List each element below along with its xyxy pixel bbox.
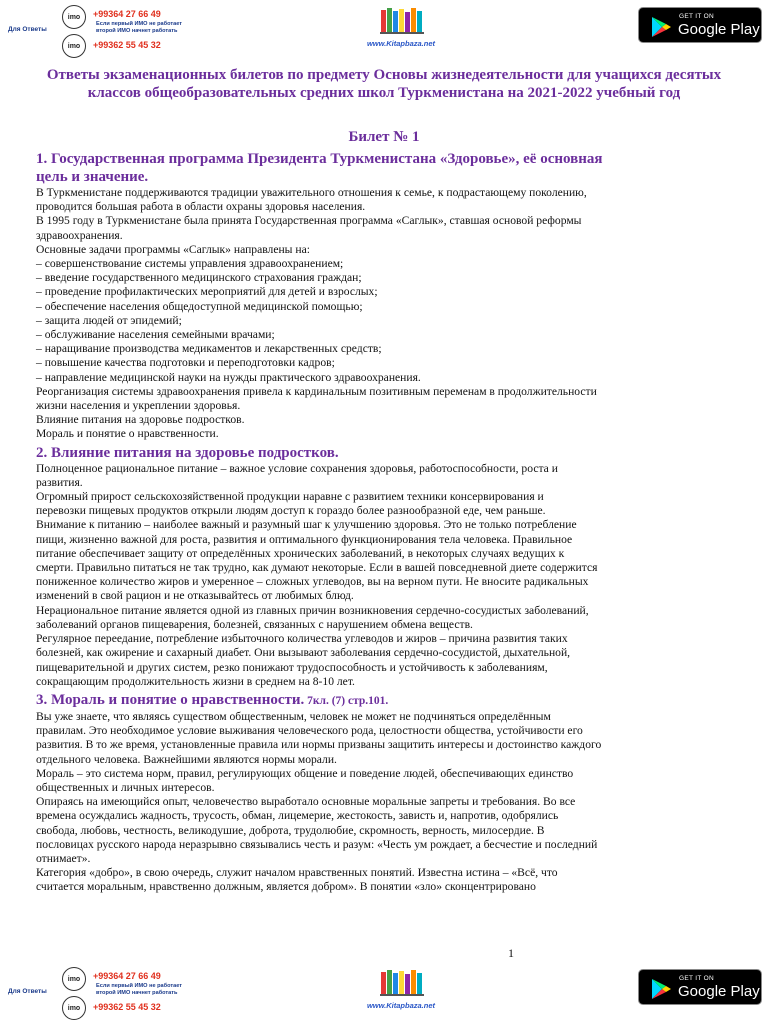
list-item: – защита людей от эпидемий;	[36, 313, 182, 327]
list-item: – обеспечение населения общедоступной медицинской помощью;	[36, 299, 363, 313]
text-line: развития. В то же время, установленные правила или нормы призваны защитить интересы и достоинство каждого	[36, 738, 602, 752]
imo-note-2: второй ИМО начнет работать	[96, 28, 178, 34]
text-line: Регулярное переедание, потребление избыточного количества углеводов и жиров – причина развития таких	[36, 632, 568, 646]
list-item: – совершенствование системы управления здравоохранением;	[36, 257, 344, 271]
list-item: – проведение профилактических мероприятий для детей и взрослых;	[36, 285, 378, 299]
textbook-reference: 7кл. (7) стр.101.	[304, 694, 389, 707]
google-play-big-text: Google Play	[678, 21, 760, 38]
imo-icon: imo	[62, 996, 86, 1020]
google-play-big-text: Google Play	[678, 983, 760, 1000]
text-line: развития.	[36, 475, 83, 489]
text-line: Полноценное рациональное питание – важное условие сохранения здоровья, работоспособности, роста и	[36, 461, 558, 475]
text-line: Вы уже знаете, что являясь существом общественным, человек не может не подчиняться определённым	[36, 709, 551, 723]
text-line: отдельного человека. Важнейшими являются нормы морали.	[36, 752, 337, 766]
text-line: болезней, как ожирение и сахарный диабет. Они вызывают заболевания сердечно-сосудистой, дыхательной,	[36, 646, 571, 660]
section-1-heading-line-1: 1. Государственная программа Президента Туркменистана «Здоровье», её основная	[36, 151, 603, 167]
text-line: пословицах русского народа неразрывно связывались честь и разум: «Честь ум рождает, а бесчестие и последний	[36, 837, 598, 851]
text-line: Огромный прирост сельскохозяйственной продукции наравне с развитием техники консервирования и	[36, 490, 544, 504]
phone-number-2[interactable]: +99362 55 45 32	[93, 40, 161, 50]
section-1-heading	[36, 150, 738, 186]
text-line: проводится большая работа в области охраны здоровья населения.	[36, 200, 366, 214]
text-line: пищи, жизненно важной для роста, развития и оптимального функционирования тела человека. Правильное	[36, 532, 573, 546]
text-line: Мораль и понятие о нравственности.	[36, 427, 219, 441]
section-2-text	[36, 462, 738, 689]
text-line: Влияние питания на здоровье подростков.	[36, 413, 245, 427]
phone-number-1[interactable]: +99364 27 66 49	[93, 9, 161, 19]
text-line: В Туркменистане поддерживаются традиции уважительного отношения к семье, к подрастающему поколению,	[36, 186, 587, 199]
imo-icon: imo	[62, 5, 86, 29]
text-line: сокращающим продолжительность жизни в среднем на 8-10 лет.	[36, 674, 355, 688]
text-line: правилам. Это необходимое условие выживания человеческого рода, целостности общества, устойчивости его	[36, 724, 583, 738]
imo-note-1: Если первый ИМО не работает	[96, 21, 183, 27]
books-logo-icon	[380, 968, 424, 996]
list-item: – обслуживание населения семейными врачами;	[36, 328, 275, 342]
text-line: пищеварительной и других систем, резко понижают трудоспособность и устойчивость к заболеваниям,	[36, 660, 548, 674]
document-body	[36, 148, 738, 895]
section-1-text	[36, 186, 738, 442]
text-line: свобода, любовь, честность, великодушие, доброта, трудолюбие, скромность, верность, милосердие. В	[36, 823, 545, 837]
text-line: питание обеспечивает защиту от определённых хронических заболеваний, в некоторых случаях ведущих к	[36, 546, 565, 560]
text-line: Опираясь на имеющийся опыт, человечество выработало основные моральные запреты и требования. Во все	[36, 795, 576, 809]
text-line: изменений в свой рацион и не отказывайтесь от любимых блюд.	[36, 589, 354, 603]
imo-icon: imo	[62, 34, 86, 58]
text-line: Внимание к питанию – наиболее важный и разумный шаг к улучшению здоровья. Это не только потребление	[36, 518, 577, 532]
site-link[interactable]: www.Kitapbaza.net	[366, 39, 436, 48]
section-3-heading	[36, 691, 738, 710]
text-line: перевозки пищевых продуктов открыли людям доступ к гораздо более разнообразной еде, чем раньше.	[36, 504, 546, 518]
page-number: 1	[508, 946, 514, 960]
section-3-heading-text: 3. Мораль и понятие о нравственности.	[36, 691, 305, 708]
text-line: здравоохранения.	[36, 228, 123, 242]
google-play-small-text: GET IT ON	[679, 13, 714, 20]
text-line: В 1995 году в Туркменистане была принята Государственная программа «Саглык», ставшая основой реформы	[36, 214, 582, 228]
text-line: смерти. Правильно питаться не так трудно, как думают некоторые. Если в вашей повседневной диете содержится	[36, 561, 598, 575]
text-line: Основные задачи программы «Саглык» направлены на:	[36, 242, 310, 256]
text-line: заболеваний органов пищеварения, болезней, связанных с нарушением обмена веществ.	[36, 617, 473, 631]
google-play-small-text: GET IT ON	[679, 975, 714, 982]
text-line: Категория «добро», в свою очередь, служит началом нравственных понятий. Известна истина – «Всё, что	[36, 866, 558, 880]
text-line: времена осуждались жадность, трусость, обман, лицемерие, жестокость, зависть и, напротив, одобрялись	[36, 809, 559, 823]
for-answers-label: Для Ответы	[8, 988, 47, 995]
section-1-heading-line-2: цель и значение.	[36, 169, 149, 185]
ticket-number: Билет № 1	[348, 129, 420, 145]
header-band	[0, 0, 768, 60]
phone-number-2[interactable]: +99362 55 45 32	[93, 1002, 161, 1012]
list-item: – направление медицинской науки на нужды практического здравоохранения.	[36, 370, 421, 384]
google-play-button[interactable]	[638, 969, 762, 1005]
imo-icon: imo	[62, 967, 86, 991]
phone-number-1[interactable]: +99364 27 66 49	[93, 971, 161, 981]
imo-note-2: второй ИМО начнет работать	[96, 990, 178, 996]
list-item: – повышение качества подготовки и переподготовки кадров;	[36, 356, 335, 370]
books-logo-icon	[380, 6, 424, 34]
text-line: пониженное количество жиров и умеренное – сложных углеводов, вы на верном пути. Не вносите радикальных	[36, 575, 589, 589]
text-line: считается моральным, нравственно должным, является добром». В понятии «зло» сконцентрировано	[36, 880, 536, 894]
text-line: отнимает».	[36, 851, 91, 865]
site-link[interactable]: www.Kitapbaza.net	[366, 1001, 436, 1010]
text-line: Реорганизация системы здравоохранения привела к кардинальным позитивным переменам в продолжительности	[36, 384, 597, 398]
imo-note-1: Если первый ИМО не работает	[96, 983, 183, 989]
section-2-heading: 2. Влияние питания на здоровье подростков.	[36, 444, 339, 461]
list-item: – введение государственного медицинского страхования граждан;	[36, 271, 362, 285]
footer-band	[0, 962, 768, 1022]
google-play-button[interactable]	[638, 7, 762, 43]
text-line: Мораль – это система норм, правил, регулирующих общение и поведение людей, обеспечивающих единство	[36, 766, 574, 780]
text-line: Нерациональное питание является одной из главных причин возникновения сердечно-сосудистых заболеваний,	[36, 603, 589, 617]
list-item: – наращивание производства медикаментов и лекарственных средств;	[36, 342, 382, 356]
google-play-icon	[650, 978, 672, 1000]
text-line: жизни населения и укреплении здоровья.	[36, 399, 241, 413]
for-answers-label: Для Ответы	[8, 26, 47, 33]
section-3-text	[36, 710, 738, 895]
text-line: общественных и личных интересов.	[36, 780, 215, 794]
google-play-icon	[650, 16, 672, 38]
document-title: Ответы экзаменационных билетов по предмету Основы жизнедеятельности для учащихся десятых классов общеобразовательных средних школ Туркменистана на 2021-2022 учебный год	[46, 67, 722, 101]
